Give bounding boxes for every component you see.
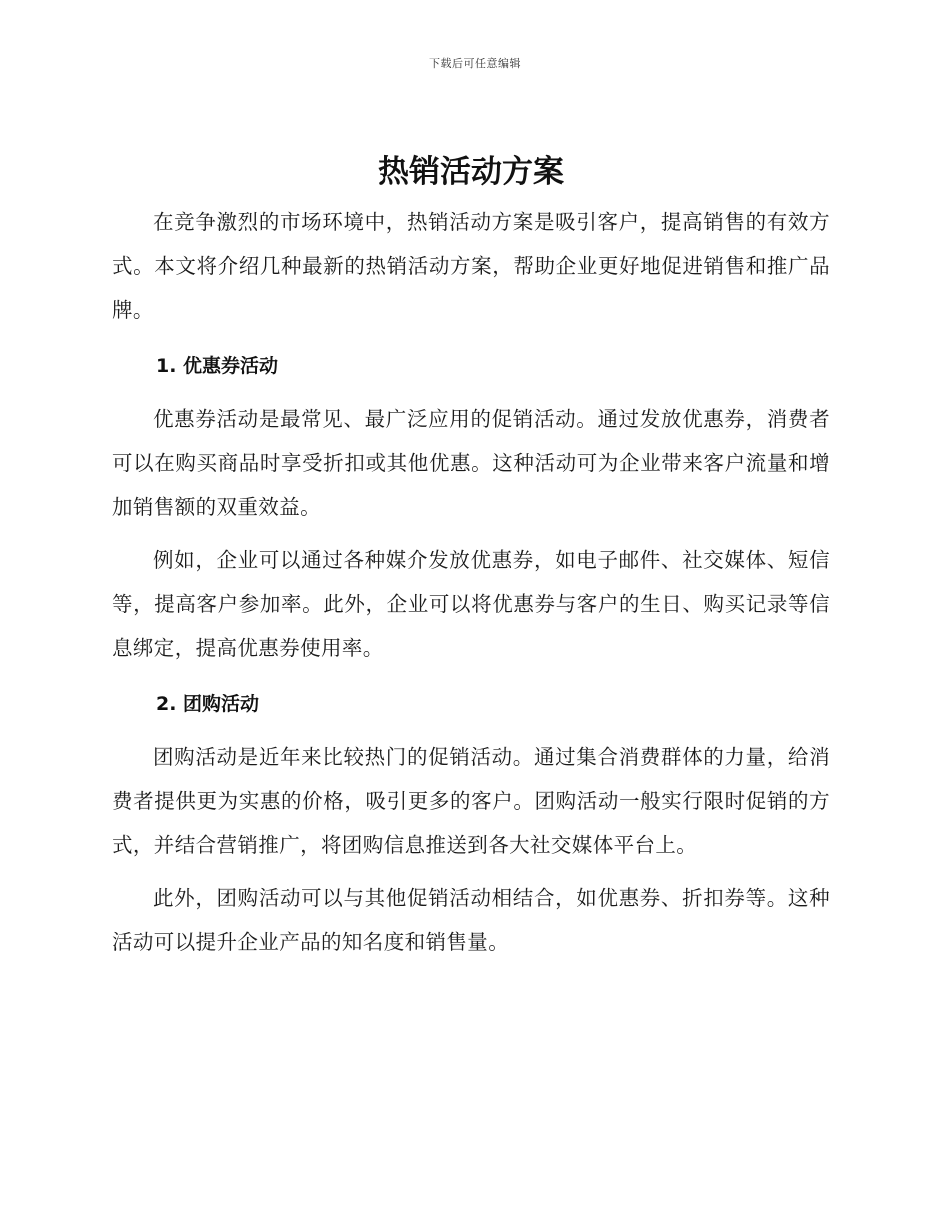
- coupon-paragraph-1: 优惠券活动是最常见、最广泛应用的促销活动。通过发放优惠券，消费者可以在购买商品时享受折扣或其他优惠。这种活动可为企业带来客户流量和增加销售额的双重效益。: [112, 407, 830, 519]
- document-body: [112, 150, 830, 964]
- document-title: 热销活动方案: [378, 154, 564, 190]
- section-heading-coupon: 1. 优惠券活动: [156, 355, 279, 377]
- page-header-note: 下载后可任意编辑: [429, 57, 521, 70]
- intro-paragraph: 在竞争激烈的市场环境中，热销活动方案是吸引客户，提高销售的有效方式。本文将介绍几种最新的热销活动方案，帮助企业更好地促进销售和推广品牌。: [112, 210, 830, 322]
- group-buy-paragraph-1: 团购活动是近年来比较热门的促销活动。通过集合消费群体的力量，给消费者提供更为实惠的价格，吸引更多的客户。团购活动一般实行限时促销的方式，并结合营销推广，将团购信息推送到各大社交媒体平台上。: [112, 745, 830, 857]
- group-buy-paragraph-2: 此外，团购活动可以与其他促销活动相结合，如优惠券、折扣券等。这种活动可以提升企业产品的知名度和销售量。: [112, 886, 830, 954]
- coupon-paragraph-2: 例如，企业可以通过各种媒介发放优惠券，如电子邮件、社交媒体、短信等，提高客户参加率。此外，企业可以将优惠券与客户的生日、购买记录等信息绑定，提高优惠券使用率。: [112, 548, 830, 660]
- section-heading-group-buy: 2. 团购活动: [156, 693, 260, 715]
